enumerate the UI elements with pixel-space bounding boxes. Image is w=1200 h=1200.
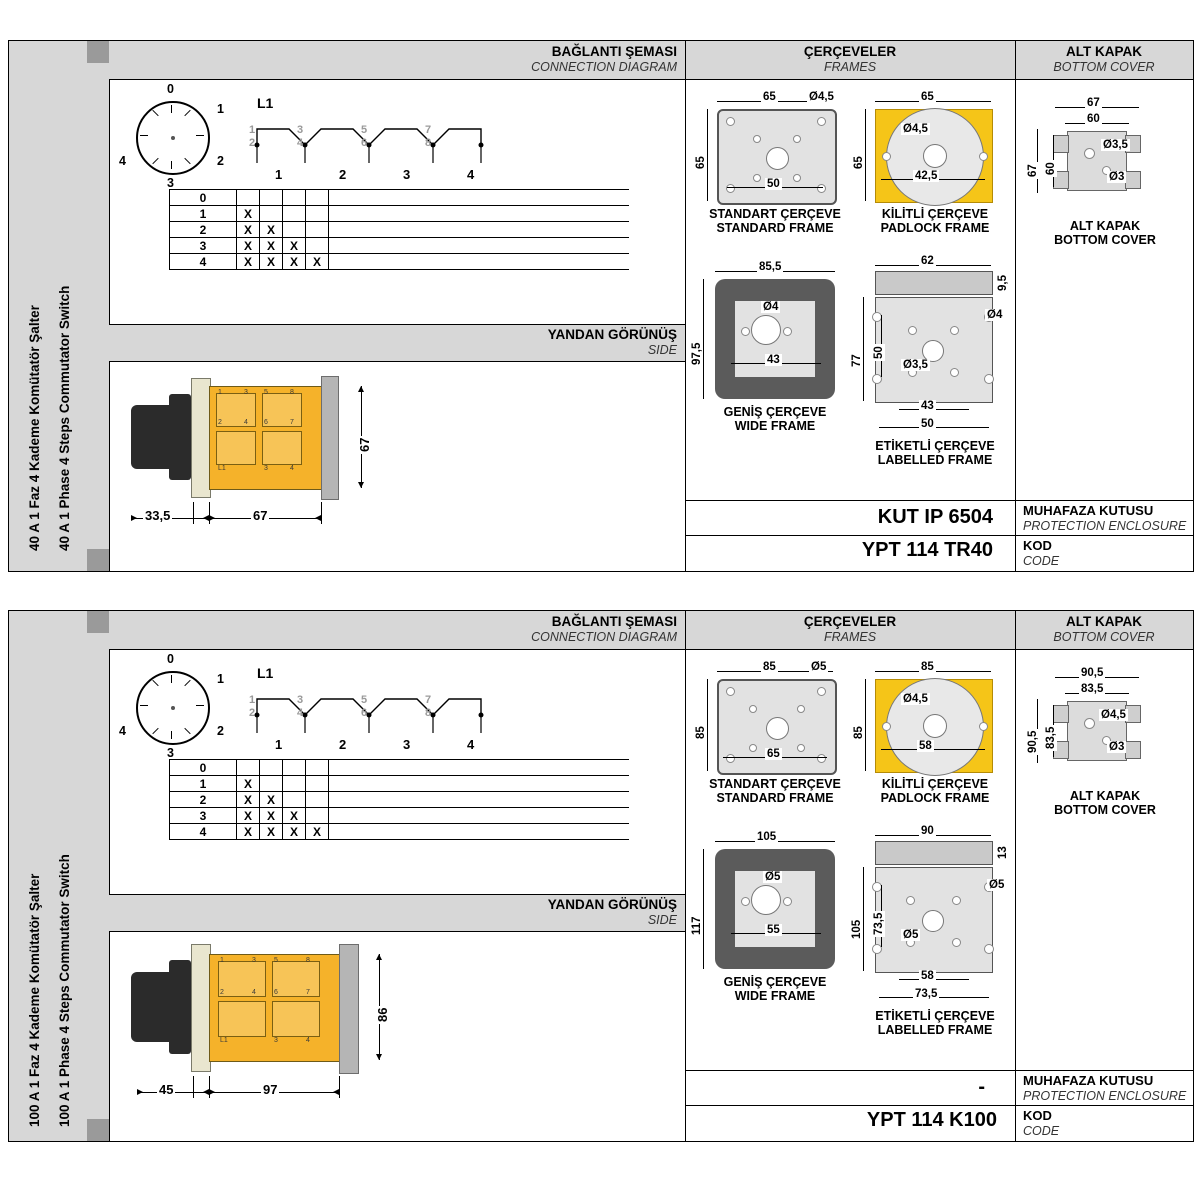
header-bottom-tr: ALT KAPAK xyxy=(1066,44,1142,59)
labelled-frame-bar xyxy=(875,841,993,865)
caption-tr: STANDART ÇERÇEVE xyxy=(709,207,841,221)
dim-lab-width: 62 xyxy=(921,255,934,267)
bottom-cover-ear-left xyxy=(1053,705,1069,723)
terminal-top-5: 5 xyxy=(361,694,368,706)
mark-cell: X xyxy=(260,238,283,254)
labelled-frame-caption xyxy=(853,1009,1017,1037)
dim-wide-pitch: 43 xyxy=(767,354,780,366)
dim-lab-hole2: Ø5 xyxy=(903,929,919,941)
mounting-plate xyxy=(191,378,211,498)
header-connection xyxy=(109,41,685,80)
table-row xyxy=(170,808,630,824)
step-cell: 0 xyxy=(170,190,237,206)
switch-body: 1 3 5 8 2 4 6 7 L1 3 4 xyxy=(209,386,323,490)
mark-cell-empty xyxy=(329,808,630,824)
dim-depth: 33,5 xyxy=(145,508,171,523)
dim-bc-height2: 83,5 xyxy=(1045,726,1057,749)
bottom-cover-caption xyxy=(1025,219,1185,247)
mark-cell: X xyxy=(260,824,283,840)
header-bottom-tr: ALT KAPAK xyxy=(1066,614,1142,629)
code-value: YPT 114 TR40 xyxy=(861,539,993,561)
dim-lab-height: 105 xyxy=(851,919,863,939)
dim-wide-width: 105 xyxy=(757,831,777,843)
terminal-top-3: 3 xyxy=(297,694,304,706)
caption-en: STANDARD FRAME xyxy=(716,791,834,805)
code-label-tr: KOD xyxy=(1023,1108,1052,1123)
caption-en: LABELLED FRAME xyxy=(877,453,993,467)
code-value: YPT 114 K100 xyxy=(866,1109,997,1131)
terminal-top-7: 7 xyxy=(425,124,432,136)
dim-std-height: 65 xyxy=(695,156,707,169)
mark-cell xyxy=(283,206,306,222)
dim-std-hole: Ø5 xyxy=(811,661,827,673)
header-frames-tr: ÇERÇEVELER xyxy=(803,44,897,59)
connection-diagram-pane xyxy=(109,649,685,1141)
caption-tr: KİLİTLİ ÇERÇEVE xyxy=(881,207,989,221)
enclosure-row xyxy=(685,500,1193,536)
dim-lab-height2: 50 xyxy=(873,346,885,359)
bottom-cover-ear-right2 xyxy=(1125,741,1141,759)
mark-cell xyxy=(260,206,283,222)
dim-bc-hole2: Ø3 xyxy=(1109,171,1125,183)
mark-cell xyxy=(237,760,260,776)
terminal-bottom-2: 2 xyxy=(249,137,256,149)
mark-cell: X xyxy=(237,254,260,270)
dim-pad-hole: Ø4,5 xyxy=(903,123,928,135)
switch-contacts-svg xyxy=(249,115,489,167)
dim-wide-pitch: 55 xyxy=(767,924,780,936)
header-bottom-en: BOTTOM COVER xyxy=(1053,630,1155,644)
dim-bc-width: 90,5 xyxy=(1081,667,1104,679)
bottom-cover-ear-right2 xyxy=(1125,171,1141,189)
side-band-en: SIDE xyxy=(647,343,677,357)
corner-marker-bottom xyxy=(87,1119,109,1141)
dial-label-2: 2 xyxy=(217,154,224,168)
step-cell: 4 xyxy=(170,824,237,840)
side-band-tr: YANDAN GÖRÜNÜŞ xyxy=(547,327,677,342)
dial-label-1: 1 xyxy=(217,672,224,686)
caption-en: WIDE FRAME xyxy=(734,989,816,1003)
caption-en: BOTTOM COVER xyxy=(1054,803,1156,817)
frames-pane xyxy=(685,649,1015,1141)
mark-cell: X xyxy=(237,808,260,824)
group-label-1: 1 xyxy=(275,737,283,752)
product-block-40a xyxy=(8,40,1194,572)
header-frames xyxy=(685,611,1015,650)
dial-label-4: 4 xyxy=(119,724,126,738)
header-frames-en: FRAMES xyxy=(823,630,877,644)
terminal-bottom-2: 2 xyxy=(249,707,256,719)
side-label-strip xyxy=(9,41,110,571)
table-row xyxy=(170,776,630,792)
mark-cell: X xyxy=(283,808,306,824)
pole-label-l1: L1 xyxy=(257,95,274,111)
dim-lab-pitch: 43 xyxy=(921,400,934,412)
switch-contacts-svg xyxy=(249,685,489,737)
code-label-en: CODE xyxy=(1023,554,1060,568)
step-cell: 2 xyxy=(170,222,237,238)
mark-cell: X xyxy=(260,808,283,824)
wide-frame-caption xyxy=(691,405,859,433)
mark-cell xyxy=(306,792,329,808)
dim-height: 67 xyxy=(357,437,372,452)
table-row xyxy=(170,206,630,222)
mark-cell: X xyxy=(237,776,260,792)
group-label-1: 1 xyxy=(275,167,283,182)
enclosure-label-tr: MUHAFAZA KUTUSU xyxy=(1023,1073,1154,1088)
side-label-en: 40 A 1 Phase 4 Steps Commutator Switch xyxy=(57,285,72,551)
dim-lab-hole: Ø5 xyxy=(989,879,1005,891)
terminal-top-3: 3 xyxy=(297,124,304,136)
mark-cell xyxy=(260,190,283,206)
bottom-cover-pane xyxy=(1015,79,1193,571)
end-cap xyxy=(339,944,359,1074)
contact-table xyxy=(169,759,629,840)
padlock-frame-caption xyxy=(855,777,1015,805)
group-label-4: 4 xyxy=(467,167,475,182)
mark-cell: X xyxy=(306,824,329,840)
wide-frame-hole xyxy=(751,885,781,915)
mark-cell xyxy=(283,760,306,776)
caption-tr: ALT KAPAK xyxy=(1069,219,1141,233)
step-cell: 3 xyxy=(170,238,237,254)
caption-en: PADLOCK FRAME xyxy=(880,791,990,805)
mark-cell-empty xyxy=(329,190,630,206)
dim-lab-pitch: 58 xyxy=(921,970,934,982)
standard-frame-caption xyxy=(695,207,855,235)
enclosure-value: KUT IP 6504 xyxy=(877,506,993,528)
padlock-frame xyxy=(875,109,993,203)
mark-cell xyxy=(283,776,306,792)
step-cell: 1 xyxy=(170,776,237,792)
step-cell: 1 xyxy=(170,206,237,222)
dim-wide-height: 117 xyxy=(691,916,703,935)
bottom-cover-pane xyxy=(1015,649,1193,1141)
labelled-frame-plate xyxy=(875,297,993,403)
dim-bc-hole2: Ø3 xyxy=(1109,741,1125,753)
dim-std-hole: Ø4,5 xyxy=(809,91,834,103)
mark-cell: X xyxy=(237,206,260,222)
standard-frame xyxy=(717,679,837,775)
dial-center xyxy=(171,706,175,710)
dim-wide-hole: Ø4 xyxy=(763,301,779,313)
dim-wide-hole: Ø5 xyxy=(765,871,781,883)
table-row xyxy=(170,792,630,808)
side-label-tr: 40 A 1 Faz 4 Kademe Komütatör Şalter xyxy=(27,305,42,551)
dim-pad-pitch: 42,5 xyxy=(915,170,938,182)
product-block-100a xyxy=(8,610,1194,1142)
mark-cell xyxy=(306,776,329,792)
header-connection xyxy=(109,611,685,650)
selector-dial xyxy=(136,101,210,175)
dial-label-3: 3 xyxy=(167,176,174,190)
standard-frame-caption xyxy=(695,777,855,805)
mark-cell: X xyxy=(283,254,306,270)
dim-lab-height2: 73,5 xyxy=(873,912,885,935)
mark-cell: X xyxy=(237,238,260,254)
dim-pad-pitch: 58 xyxy=(919,740,932,752)
pole-label-l1: L1 xyxy=(257,665,274,681)
group-label-2: 2 xyxy=(339,737,347,752)
dim-height: 86 xyxy=(375,1007,390,1022)
terminal-bottom-4: 4 xyxy=(297,137,304,149)
terminal-bottom-6: 6 xyxy=(361,137,368,149)
enclosure-label-en: PROTECTION ENCLOSURE xyxy=(1023,519,1187,533)
group-label-3: 3 xyxy=(403,167,411,182)
header-frames xyxy=(685,41,1015,80)
mark-cell-empty xyxy=(329,238,630,254)
bottom-cover-ear-left xyxy=(1053,135,1069,153)
dim-pad-width: 65 xyxy=(921,91,934,103)
dim-std-pitch: 50 xyxy=(767,178,780,190)
mark-cell-empty xyxy=(329,760,630,776)
mark-cell: X xyxy=(237,222,260,238)
dim-bc-height: 90,5 xyxy=(1027,730,1039,753)
enclosure-label-en: PROTECTION ENCLOSURE xyxy=(1023,1089,1187,1103)
mark-cell xyxy=(283,190,306,206)
terminal-bottom-8: 8 xyxy=(425,707,432,719)
terminal-bottom-4: 4 xyxy=(297,707,304,719)
mark-cell xyxy=(306,808,329,824)
mark-cell: X xyxy=(260,254,283,270)
dim-lab-pitch2: 73,5 xyxy=(915,988,938,1000)
labelled-frame-plate xyxy=(875,867,993,973)
dim-lab-width: 90 xyxy=(921,825,934,837)
mark-cell-empty xyxy=(329,254,630,270)
dim-lab-thick: 13 xyxy=(997,846,1009,859)
header-connection-tr: BAĞLANTI ŞEMASI xyxy=(551,614,677,629)
dim-lab-thick: 9,5 xyxy=(997,275,1009,291)
mark-cell-empty xyxy=(329,824,630,840)
labelled-frame-bar xyxy=(875,271,993,295)
mark-cell xyxy=(306,190,329,206)
side-view-band xyxy=(109,894,685,932)
code-label-tr: KOD xyxy=(1023,538,1052,553)
group-label-2: 2 xyxy=(339,167,347,182)
mark-cell: X xyxy=(283,238,306,254)
dim-depth: 45 xyxy=(159,1082,174,1097)
terminal-bottom-8: 8 xyxy=(425,137,432,149)
end-cap xyxy=(321,376,339,500)
dim-std-width: 85 xyxy=(763,661,776,673)
dim-bc-height2: 60 xyxy=(1045,162,1057,175)
mark-cell: X xyxy=(260,792,283,808)
dim-wide-width: 85,5 xyxy=(759,261,782,273)
mark-cell: X xyxy=(306,254,329,270)
dim-lab-hole: Ø4 xyxy=(987,309,1003,321)
group-label-3: 3 xyxy=(403,737,411,752)
mounting-plate xyxy=(191,944,211,1072)
enclosure-value: - xyxy=(978,1076,985,1098)
caption-en: PADLOCK FRAME xyxy=(880,221,990,235)
enclosure-label-tr: MUHAFAZA KUTUSU xyxy=(1023,503,1154,518)
frames-pane xyxy=(685,79,1015,571)
dim-std-height: 85 xyxy=(695,726,707,739)
dial-label-2: 2 xyxy=(217,724,224,738)
caption-tr: GENİŞ ÇERÇEVE xyxy=(723,405,827,419)
selector-dial xyxy=(136,671,210,745)
dial-center xyxy=(171,136,175,140)
knob-shaft xyxy=(169,394,191,480)
wide-frame-hole xyxy=(751,315,781,345)
group-label-4: 4 xyxy=(467,737,475,752)
table-row xyxy=(170,254,630,270)
terminal-top-1: 1 xyxy=(249,694,256,706)
mark-cell xyxy=(306,238,329,254)
dial-label-4: 4 xyxy=(119,154,126,168)
mark-cell xyxy=(260,776,283,792)
mark-cell: X xyxy=(237,824,260,840)
dial-label-0: 0 xyxy=(167,652,174,666)
terminal-top-1: 1 xyxy=(249,124,256,136)
caption-en: LABELLED FRAME xyxy=(877,1023,993,1037)
caption-tr: ETİKETLİ ÇERÇEVE xyxy=(875,439,995,453)
caption-tr: STANDART ÇERÇEVE xyxy=(709,777,841,791)
terminal-top-7: 7 xyxy=(425,694,432,706)
side-label-strip xyxy=(9,611,110,1141)
mark-cell xyxy=(260,760,283,776)
bottom-cover-caption xyxy=(1025,789,1185,817)
caption-en: STANDARD FRAME xyxy=(716,221,834,235)
header-bottom-cover xyxy=(1015,41,1193,80)
side-band-en: SIDE xyxy=(647,913,677,927)
caption-tr: ETİKETLİ ÇERÇEVE xyxy=(875,1009,995,1023)
dim-pad-height: 65 xyxy=(853,156,865,169)
padlock-frame xyxy=(875,679,993,773)
dim-lab-hole2: Ø3,5 xyxy=(903,359,928,371)
mark-cell xyxy=(306,222,329,238)
header-connection-tr: BAĞLANTI ŞEMASI xyxy=(551,44,677,59)
table-row xyxy=(170,760,630,776)
corner-marker-bottom xyxy=(87,549,109,571)
dim-bc-width2: 83,5 xyxy=(1081,683,1104,695)
step-cell: 3 xyxy=(170,808,237,824)
side-label-en: 100 A 1 Phase 4 Steps Commutator Switch xyxy=(57,854,72,1127)
mark-cell-empty xyxy=(329,776,630,792)
mark-cell xyxy=(306,206,329,222)
caption-tr: GENİŞ ÇERÇEVE xyxy=(723,975,827,989)
side-view-band xyxy=(109,324,685,362)
side-band-tr: YANDAN GÖRÜNÜŞ xyxy=(547,897,677,912)
dim-length: 67 xyxy=(253,508,268,523)
dim-bc-width2: 60 xyxy=(1087,113,1100,125)
header-connection-en: CONNECTION DIAGRAM xyxy=(531,630,677,644)
side-view-drawing xyxy=(109,362,685,571)
code-label-en: CODE xyxy=(1023,1124,1060,1138)
dim-lab-height: 77 xyxy=(851,354,863,367)
mark-cell xyxy=(237,190,260,206)
mark-cell: X xyxy=(237,792,260,808)
terminal-top-5: 5 xyxy=(361,124,368,136)
mark-cell xyxy=(306,760,329,776)
dim-std-pitch: 65 xyxy=(767,748,780,760)
standard-frame xyxy=(717,109,837,205)
contact-table xyxy=(169,189,629,270)
side-label-tr: 100 A 1 Faz 4 Kademe Komütatör Şalter xyxy=(27,873,42,1127)
labelled-frame-caption xyxy=(853,439,1017,467)
wide-frame-caption xyxy=(691,975,859,1003)
dim-bc-height: 67 xyxy=(1027,164,1039,177)
mark-cell: X xyxy=(260,222,283,238)
corner-marker-top xyxy=(87,611,109,633)
table-row xyxy=(170,824,630,840)
step-cell: 0 xyxy=(170,760,237,776)
code-row xyxy=(685,1105,1193,1141)
enclosure-row xyxy=(685,1070,1193,1106)
code-row xyxy=(685,535,1193,571)
dim-length: 97 xyxy=(263,1082,278,1097)
dim-pad-hole: Ø4,5 xyxy=(903,693,928,705)
step-cell: 2 xyxy=(170,792,237,808)
connection-diagram-pane xyxy=(109,79,685,571)
dim-bc-width: 67 xyxy=(1087,97,1100,109)
switch-body: 1 3 5 8 2 4 6 7 L1 3 4 xyxy=(209,954,341,1062)
mark-cell: X xyxy=(283,824,306,840)
header-connection-en: CONNECTION DIAGRAM xyxy=(531,60,677,74)
caption-en: BOTTOM COVER xyxy=(1054,233,1156,247)
dim-pad-height: 85 xyxy=(853,726,865,739)
mark-cell xyxy=(283,792,306,808)
dim-bc-hole: Ø3,5 xyxy=(1103,139,1128,151)
side-view-drawing xyxy=(109,932,685,1141)
table-row xyxy=(170,238,630,254)
dim-wide-height: 97,5 xyxy=(691,342,703,365)
dial-label-3: 3 xyxy=(167,746,174,760)
knob-shaft xyxy=(169,960,191,1054)
table-row xyxy=(170,222,630,238)
mark-cell-empty xyxy=(329,792,630,808)
header-bottom-cover xyxy=(1015,611,1193,650)
header-frames-tr: ÇERÇEVELER xyxy=(803,614,897,629)
step-cell: 4 xyxy=(170,254,237,270)
dim-bc-hole: Ø4,5 xyxy=(1101,709,1126,721)
caption-tr: ALT KAPAK xyxy=(1069,789,1141,803)
dial-label-0: 0 xyxy=(167,82,174,96)
header-bottom-en: BOTTOM COVER xyxy=(1053,60,1155,74)
caption-tr: KİLİTLİ ÇERÇEVE xyxy=(881,777,989,791)
mark-cell-empty xyxy=(329,222,630,238)
mark-cell-empty xyxy=(329,206,630,222)
dim-pad-width: 85 xyxy=(921,661,934,673)
dim-lab-pitch2: 50 xyxy=(921,418,934,430)
caption-en: WIDE FRAME xyxy=(734,419,816,433)
mark-cell xyxy=(283,222,306,238)
padlock-frame-caption xyxy=(855,207,1015,235)
terminal-bottom-6: 6 xyxy=(361,707,368,719)
corner-marker-top xyxy=(87,41,109,63)
table-row xyxy=(170,190,630,206)
header-frames-en: FRAMES xyxy=(823,60,877,74)
dim-std-width: 65 xyxy=(763,91,776,103)
dial-label-1: 1 xyxy=(217,102,224,116)
